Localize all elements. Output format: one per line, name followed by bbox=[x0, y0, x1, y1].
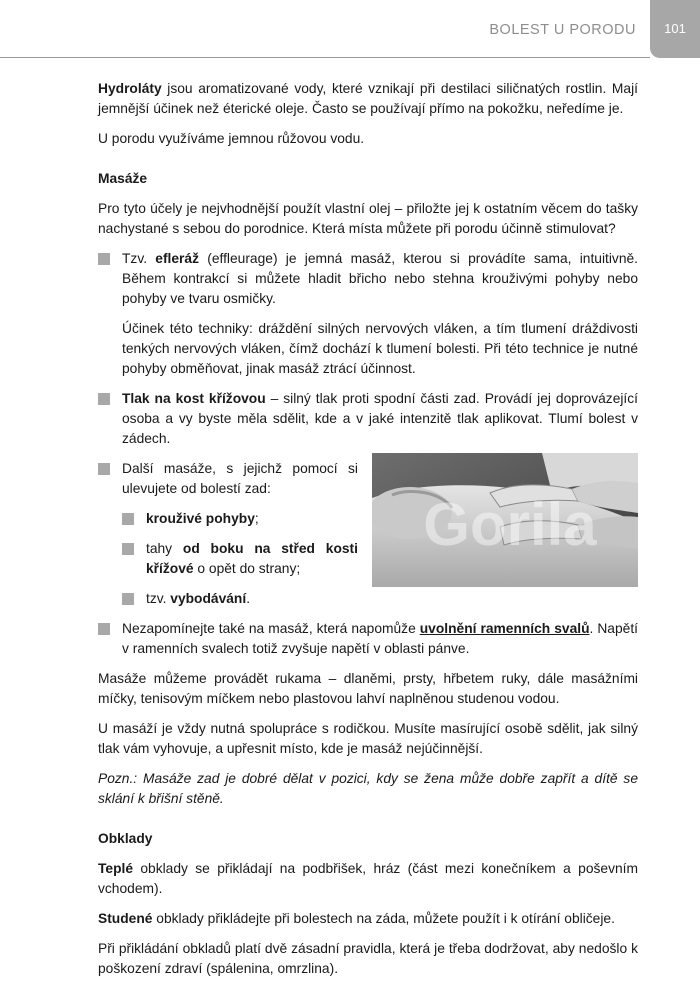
paragraph-rosewater: U porodu využíváme jemnou růžovou vodu. bbox=[98, 131, 365, 146]
page-number: 101 bbox=[650, 0, 700, 58]
page-content bbox=[98, 79, 638, 989]
paragraph-masaze-intro: Pro tyto účely je nejvhodnější použít vlastní olej – přiložte jej k ostatním věcem do tašky nachystané s sebou do porodnice. Která místa můžete při porodu účinně stimulovat? bbox=[98, 201, 638, 236]
term-sacral-pressure: Tlak na kost křížovou bbox=[122, 391, 266, 406]
sub-bullet-pressing: tzv. vybodávání. bbox=[122, 589, 358, 609]
bullet-square-icon bbox=[122, 543, 134, 555]
heading-masaze: Masáže bbox=[98, 171, 148, 186]
photo-watermark-text: Gorila bbox=[423, 491, 597, 558]
bullet-effleurage: Tzv. efleráž (effleurage) je jemná masáž, kterou si provádíte sama, intuitivně. Během kontrakcí si můžete hladit břicho nebo stehna krouživými pohyby nebo pohyby ve tvaru osmičky. Účinek této techniky: dráždění silných nervových vláken, a tím tlumení dráždivosti tenkých nervových vláken, čímž dochází k tlumení bolesti. Při této technice je nutné pohyby obměňovat, jinak masáž ztrácí účinnost. bbox=[98, 249, 638, 379]
sub-bullet-circular: krouživé pohyby; bbox=[122, 509, 358, 529]
paragraph-compress-rules: Při přikládání obkladů platí dvě zásadní pravidla, která je třeba dodržovat, aby nedošlo k poškození zdraví (spálenina, omrzlina). bbox=[98, 941, 638, 976]
paragraph-hydrolaty: Hydroláty jsou aromatizované vody, které vznikají při destilaci siličnatých rostlin. Mají jemnější účinek než éterické oleje. Často se používají přímo na pokožku, neředíme je. bbox=[98, 81, 638, 116]
heading-obklady: Obklady bbox=[98, 831, 153, 846]
back-massage-photo bbox=[372, 453, 638, 587]
sub-bullet-strokes: tahy od boku na střed kosti křížové o opět do strany; bbox=[122, 539, 358, 579]
running-header-title: BOLEST U PORODU bbox=[489, 22, 636, 38]
bullet-other-massages: Další masáže, s jejichž pomocí si ulevujete od bolestí zad: krouživé pohyby; tahy od boku na střed kosti křížové o opět do strany; tzv. vybodávání. Gorila bbox=[98, 459, 638, 609]
paragraph-cooperation: U masáží je vždy nutná spolupráce s rodičkou. Musíte masírující osobě sdělit, jak silný tlak vám vyhovuje, a upřesnit místo, kde je masáž nejúčinnější. bbox=[98, 721, 638, 756]
paragraph-effleurage-effect: Účinek této techniky: dráždění silných nervových vláken, a tím tlumení dráždivosti tenkých nervových vláken, čímž dochází k tlumení bolesti. Při této technice je nutné pohyby obměňovat, jinak masáž ztrácí účinnost. bbox=[122, 321, 638, 376]
paragraph-massage-tools: Masáže můžeme provádět rukama – dlaněmi, prsty, hřbetem ruky, dále masážními míčky, tenisovým míčkem nebo plastovou lahví naplněnou studenou vodou. bbox=[98, 671, 638, 706]
bullet-square-icon bbox=[122, 593, 134, 605]
paragraph-cold-compress: Studené obklady přikládejte při bolestech na záda, můžete použít i k otírání obličeje. bbox=[98, 911, 615, 926]
bullet-sacral-pressure: Tlak na kost křížovou – silný tlak proti spodní části zad. Provádí jej doprovázející osoba a vy byste měla sdělit, kde a v jaké intenzitě tlak aplikovat. Tlumí bolest v zádech. bbox=[98, 389, 638, 449]
term-hydrolaty: Hydroláty bbox=[98, 81, 162, 96]
bullet-square-icon bbox=[98, 463, 110, 475]
term-efleraz: efleráž bbox=[155, 251, 199, 266]
paragraph-warm-compress: Teplé obklady se přikládají na podbřišek, hráz (část mezi konečníkem a poševním vchodem). bbox=[98, 861, 638, 896]
term-shoulder-release: uvolnění ramenních svalů bbox=[419, 621, 590, 636]
bullet-square-icon bbox=[122, 513, 134, 525]
bullet-square-icon bbox=[98, 623, 110, 635]
bullet-square-icon bbox=[98, 393, 110, 405]
paragraph-note: Pozn.: Masáže zad je dobré dělat v pozici, kdy se žena může dobře zapřít a dítě se sklání k břišní stěně. bbox=[98, 771, 638, 806]
bullet-square-icon bbox=[98, 253, 110, 265]
bullet-shoulders: Nezapomínejte také na masáž, která napomůže uvolnění ramenních svalů. Napětí v ramenních svalech totiž zvyšuje napětí v oblasti pánve. bbox=[98, 619, 638, 659]
